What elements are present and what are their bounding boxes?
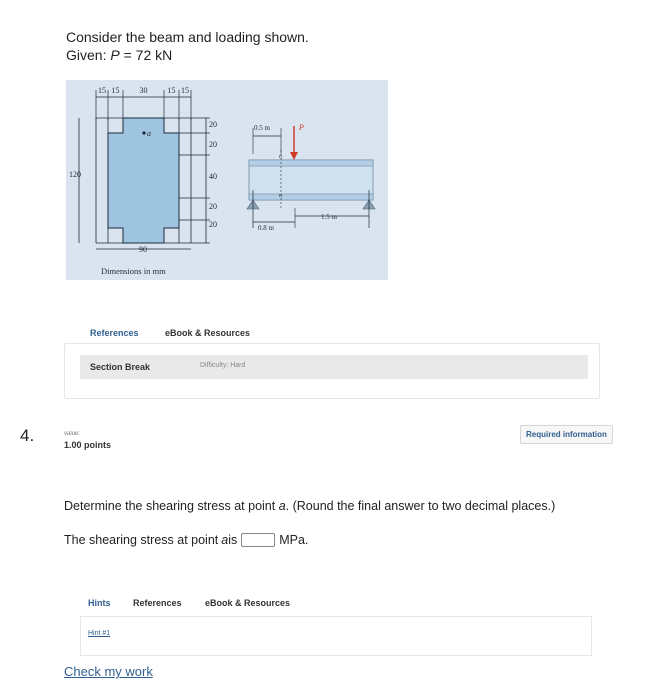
point-a-marker: [142, 131, 145, 134]
answer-line: The shearing stress at point a is MPa.: [64, 533, 309, 547]
section-break-title: Section Break: [90, 362, 151, 372]
dim-right-2: 20: [209, 140, 217, 149]
cross-section-shape: [108, 118, 179, 243]
hints-panel: [80, 616, 592, 656]
dim-right-4: 20: [209, 202, 217, 211]
figure-caption: Dimensions in mm: [101, 266, 166, 276]
dim-right-3: 40: [209, 172, 217, 181]
dim-width: 90: [139, 245, 147, 254]
hint-1-link[interactable]: Hint #1: [88, 630, 111, 637]
answer-unit: MPa.: [279, 533, 309, 547]
beam-figure: [66, 80, 388, 280]
beam-dim-span: 1.5 m: [321, 213, 337, 221]
check-my-work-link[interactable]: Check my work: [64, 664, 153, 679]
section-n-top: n: [279, 154, 282, 160]
dim-top-2: 15: [111, 86, 120, 95]
section-break-bar: [80, 355, 588, 379]
point-a-label: a: [147, 129, 151, 138]
beam-dim-bottom: 0.8 m: [258, 224, 274, 232]
tab-ebook-bottom[interactable]: eBook & Resources: [205, 598, 291, 608]
points-value: 1.00 points: [64, 440, 112, 450]
dim-right-5: 20: [209, 220, 217, 229]
intro-line-2: Given: P = 72 kN: [66, 47, 173, 63]
section-n-bottom: n: [279, 193, 282, 199]
value-label: value:: [64, 431, 81, 437]
difficulty-label: Difficulty: Hard: [200, 362, 246, 369]
question-number: 4.: [20, 426, 35, 445]
tab-references-top[interactable]: References: [90, 328, 139, 338]
dim-right-1: 20: [209, 120, 217, 129]
problem-intro: [66, 28, 309, 64]
tab-ebook-top[interactable]: eBook & Resources: [165, 328, 251, 338]
beam-dim-top: 0.5 m: [254, 124, 270, 132]
answer-input[interactable]: [241, 533, 275, 547]
dim-top-5: 15: [181, 86, 189, 95]
dim-height: 120: [69, 170, 81, 179]
tab-hints[interactable]: Hints: [88, 598, 111, 608]
question-text: Determine the shearing stress at point a. (Round the final answer to two decimal places.): [64, 499, 556, 513]
load-label: P: [299, 123, 304, 132]
dim-top-3: 30: [139, 86, 148, 95]
beam-figure-svg: [66, 80, 388, 280]
dim-top-4: 15: [167, 86, 176, 95]
dim-top-1: 15: [98, 86, 106, 95]
tab-references-bottom[interactable]: References: [133, 598, 182, 608]
required-information-button[interactable]: Required information: [520, 425, 613, 444]
intro-line-1: Consider the beam and loading shown.: [66, 29, 309, 45]
